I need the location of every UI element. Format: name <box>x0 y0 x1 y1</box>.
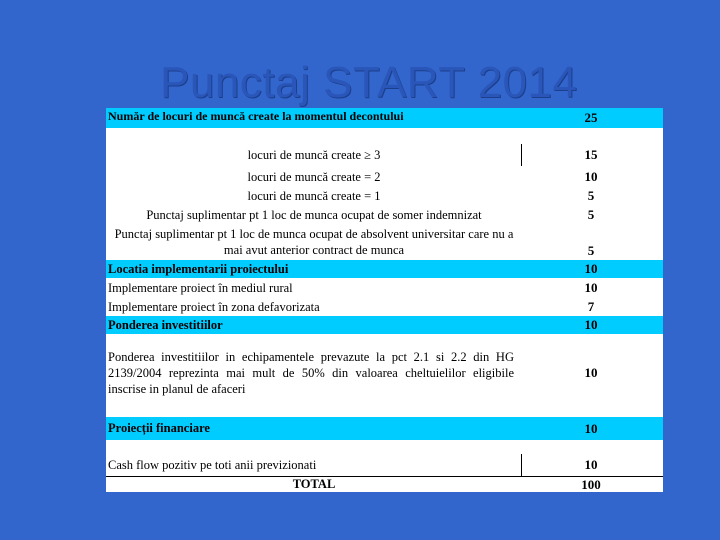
row-label: locuri de muncă create = 2 <box>247 169 381 184</box>
row-value: 10 <box>584 280 598 295</box>
table-row-location <box>106 260 663 278</box>
row-value: 10 <box>584 420 598 436</box>
table-row <box>106 168 663 186</box>
row-value: 5 <box>587 243 595 258</box>
row-label: locuri de muncă create = 1 <box>247 188 381 203</box>
row-value: 10 <box>584 169 598 184</box>
total-value: 100 <box>581 476 601 492</box>
row-value: 10 <box>584 365 598 380</box>
row-value: 5 <box>587 188 595 203</box>
table-row <box>106 342 663 404</box>
scoring-table <box>106 108 663 492</box>
table-row-total <box>106 477 663 492</box>
row-label: Ponderea investitiilor <box>108 317 223 332</box>
row-label: Proiecții financiare <box>108 421 210 435</box>
row-value: 15 <box>584 147 598 162</box>
row-label: Cash flow pozitiv pe toti anii previzionati <box>108 457 317 472</box>
row-label: Implementare proiect în zona defavorizata <box>108 299 320 314</box>
row-label: Număr de locuri de muncă create la momentul decontului <box>108 109 404 123</box>
row-label: Punctaj suplimentar pt 1 loc de munca ocupat de absolvent universitar care nu a mai avut anterior contract de munca <box>114 227 514 257</box>
table-row-financial <box>106 417 663 440</box>
table-row <box>106 279 663 297</box>
table-row <box>106 206 663 224</box>
row-label: Ponderea investitiilor in echipamentele prevazute la pct 2.1 si 2.2 din HG 2139/2004 reprezinta mai mult de 50% din valoarea cheltuielilor eligibile inscrise in planul de afaceri <box>108 350 514 396</box>
table-row <box>106 225 663 259</box>
table-row <box>106 454 663 476</box>
table-row <box>106 187 663 205</box>
row-value: 10 <box>584 317 598 332</box>
table-row-jobs-created <box>106 108 663 128</box>
total-label: TOTAL <box>292 477 336 491</box>
row-value: 7 <box>587 299 595 314</box>
table-row <box>106 298 663 316</box>
row-value: 10 <box>584 261 598 276</box>
page-title: Punctaj START 2014 <box>160 58 578 107</box>
row-label: Implementare proiect în mediul rural <box>108 280 293 295</box>
row-label: Locatia implementarii proiectului <box>108 261 289 276</box>
row-value: 10 <box>584 457 598 472</box>
row-label: Punctaj suplimentar pt 1 loc de munca ocupat de somer indemnizat <box>146 207 482 222</box>
table-row <box>106 144 663 166</box>
row-label: locuri de muncă create ≥ 3 <box>247 147 381 162</box>
row-value: 25 <box>584 110 598 125</box>
row-value: 5 <box>587 207 595 222</box>
table-row-investment <box>106 316 663 334</box>
